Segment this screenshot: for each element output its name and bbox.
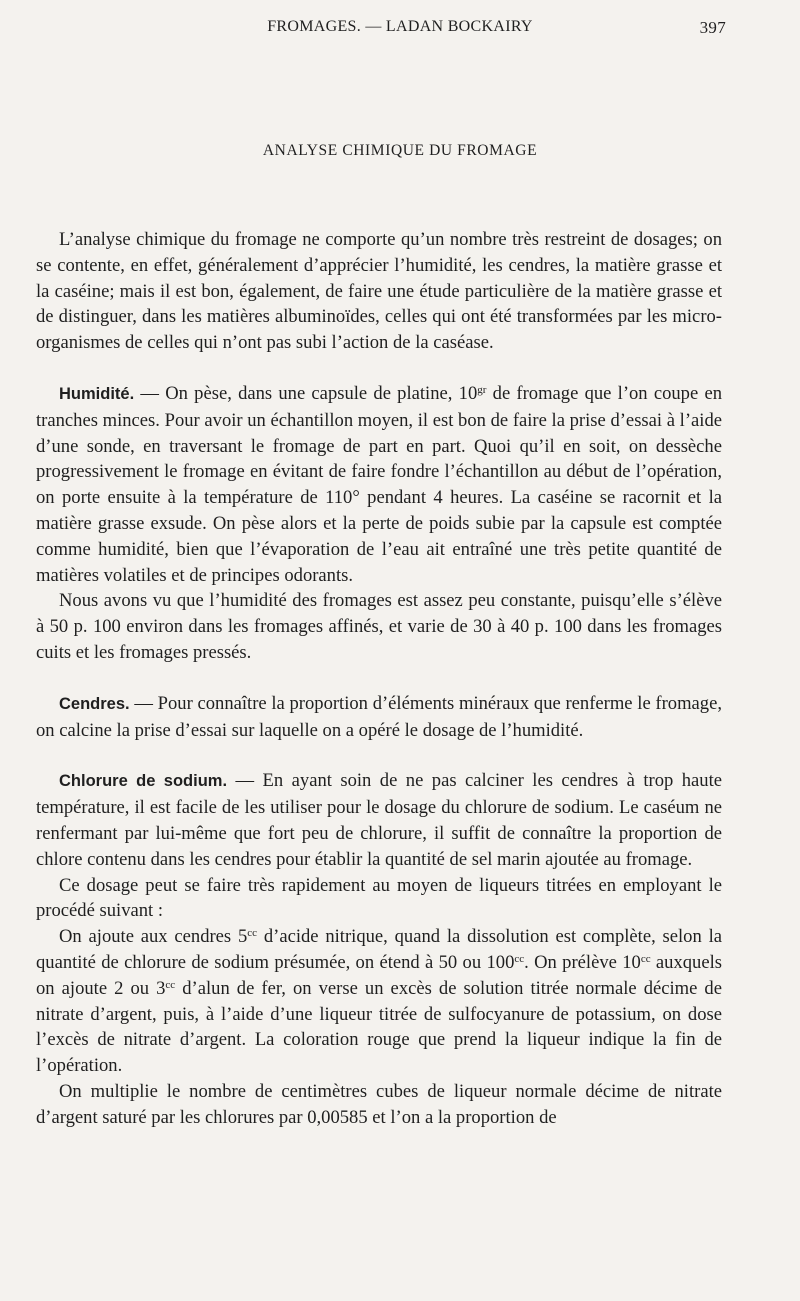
paragraph-humidite-2 <box>36 588 722 665</box>
paragraph-multiplie <box>36 1079 722 1131</box>
heading-cendres: Cendres. <box>59 694 130 713</box>
humidite-text-a: — On pèse, dans une capsule de platine, 10 <box>134 382 478 404</box>
unit-cc-1: cc <box>247 927 258 940</box>
procede-text-a: On ajoute aux cendres 5 <box>59 926 248 948</box>
section-title: ANALYSE CHIMIQUE DU FROMAGE <box>262 142 538 159</box>
cendres-text: — Pour connaître la proportion d’éléments minéraux que renferme le fromage, on calcine la prise d’essai sur laquelle on a opéré le dosage de l’humidité. <box>36 692 722 741</box>
paragraph-intro <box>36 227 722 356</box>
paragraph-humidite <box>36 381 722 588</box>
paragraph-humidite-2-text: Nous avons vu que l’humidité des fromages est assez peu constante, puisqu’elle s’élève à 50 p. 100 environ dans les fromages affinés, et varie de 30 à 40 p. 100 dans les fromages cuits et les fromages pressés. <box>36 590 722 663</box>
running-header <box>0 18 800 44</box>
unit-cc-2: cc <box>514 952 525 965</box>
procede-text-b: d’acide nitrique, quand la dissolution est complète, selon la quantité de chlorure de sodium présumée, on étend à 50 ou 100 <box>36 926 722 973</box>
running-header-title: FROMAGES. — LADAN BOCKAIRY <box>267 18 533 35</box>
paragraph-chlorure <box>36 768 722 872</box>
paragraph-cendres <box>36 691 722 744</box>
unit-gr: gr <box>477 383 487 396</box>
paragraph-intro-text: L’analyse chimique du fromage ne comporte qu’un nombre très restreint de dosages; on se contente, en effet, généralement d’apprécier l’humidité, les cendres, la matière grasse et la caséine; mais il est bon, également, de faire une étude particulière de la matière grasse et de distinguer, dans les matières albuminoïdes, celles qui ont été transformées par les micro-organismes de celles qui n’ont pas subi l’action de la caséase. <box>36 229 722 354</box>
paragraph-dosage-text: Ce dosage peut se faire très rapidement au moyen de liqueurs titrées en employant le procédé suivant : <box>36 874 722 922</box>
heading-chlorure: Chlorure de sodium. <box>59 772 228 791</box>
procede-text-e: d’alun de fer, on verse un excès de solution titrée normale décime de nitrate d’argent, puis, à l’aide d’une liqueur titrée de sulfocyanure de potassium, on dose l’excès de nitrate d’argent. La coloration rouge que prend la liqueur indique la fin de l’opération. <box>36 977 722 1077</box>
paragraph-dosage <box>36 873 722 925</box>
unit-cc-4: cc <box>165 978 176 991</box>
procede-text-c: . On prélève 10 <box>524 951 641 973</box>
humidite-text-b: de fromage que l’on coupe en tranches minces. Pour avoir un échantillon moyen, il est bon de faire la prise d’essai à l’aide d’une sonde, en traversant le fromage de part en part. Quoi qu’il en soit, on dessèche progressivement le fromage en évitant de faire fondre l’échantillon au début de l’opération, on porte ensuite à la température de 110° pendant 4 heures. La caséine se racornit et la matière grasse exsude. On pèse alors et la perte de poids subie par la capsule est comptée comme humidité, bien que l’évaporation de l’eau ait entraîné une très petite quantité de matières volatiles et de principes odorants. <box>36 382 722 586</box>
paragraph-procede <box>36 924 722 1079</box>
chlorure-text: — En ayant soin de ne pas calciner les cendres à trop haute température, il est facile de les utiliser pour le dosage du chlorure de sodium. Le caséum ne renfermant par lui-même que fort peu de chlorure, il suffit de connaître la proportion de chlore contenu dans les cendres pour établir la quantité de sel marin ajoutée au fromage. <box>36 770 723 870</box>
procede-text-d: auxquels on ajoute 2 ou 3 <box>36 951 722 999</box>
page-number: 397 <box>699 18 726 37</box>
unit-cc-3: cc <box>640 952 651 965</box>
heading-humidite: Humidité. <box>59 384 135 403</box>
page-body <box>36 227 722 1131</box>
paragraph-multiplie-text: On multiplie le nombre de centimètres cubes de liqueur normale décime de nitrate d’argent saturé par les chlorures par 0,00585 et l’on a la proportion de <box>36 1080 722 1128</box>
